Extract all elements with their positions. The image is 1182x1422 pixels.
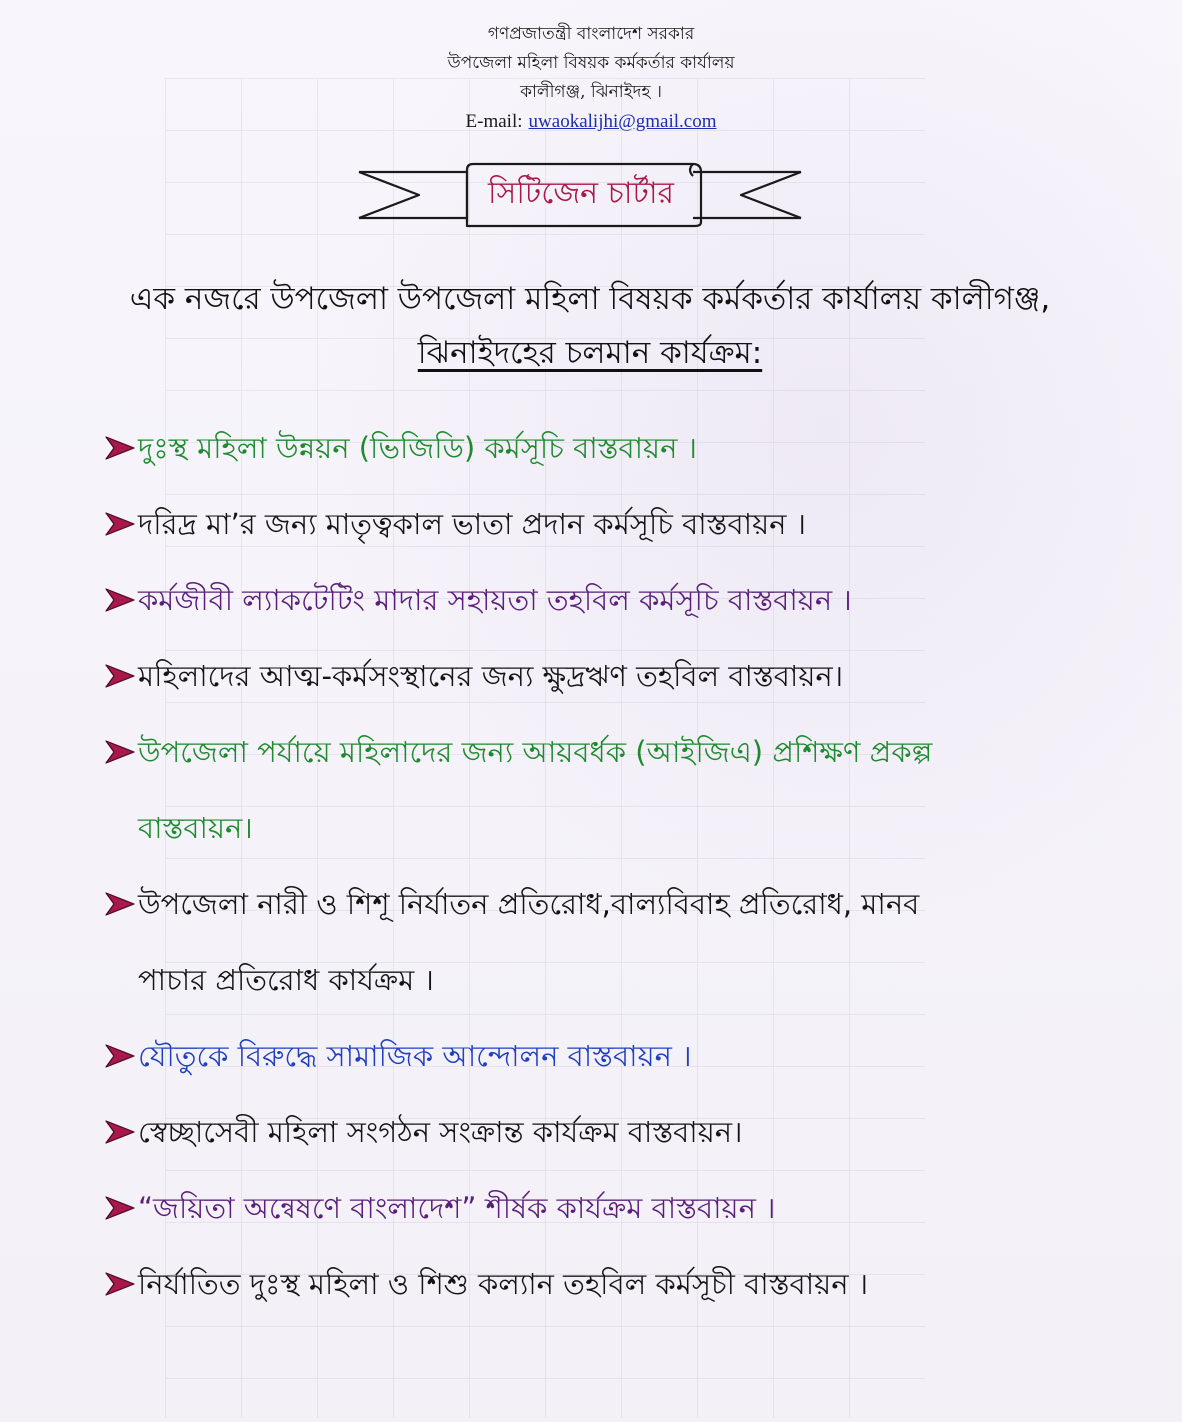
header-email-row xyxy=(0,107,1182,136)
header-location: কালীগঞ্জ, ঝিনাইদহ । xyxy=(520,82,662,102)
list-item xyxy=(104,1246,1144,1322)
arrow-bullet-icon xyxy=(104,511,136,537)
program-list xyxy=(104,410,1144,1322)
arrow-bullet-icon xyxy=(104,1043,136,1069)
program-text: কর্মজীবী ল্যাকটেটিং মাদার সহায়তা তহবিল কর্মসূচি বাস্তবায়ন । xyxy=(138,583,852,617)
citizen-charter-banner xyxy=(355,160,805,230)
list-item xyxy=(104,638,1144,714)
program-text: দুঃস্থ মহিলা উন্নয়ন (ভিজিডি) কর্মসূচি বাস্তবায়ন । xyxy=(138,431,698,465)
email-label: E-mail: xyxy=(465,111,523,132)
list-item xyxy=(104,714,1144,866)
arrow-bullet-icon xyxy=(104,1271,136,1297)
list-item xyxy=(104,1170,1144,1246)
arrow-bullet-icon xyxy=(104,891,136,917)
list-item xyxy=(104,562,1144,638)
header-government: গণপ্রজাতন্ত্রী বাংলাদেশ সরকার xyxy=(487,24,695,44)
banner-title: সিটিজেন চার্টার xyxy=(487,176,675,211)
arrow-bullet-icon xyxy=(104,1195,136,1221)
header-office: উপজেলা মহিলা বিষয়ক কর্মকর্তার কার্যালয় xyxy=(447,53,735,73)
arrow-bullet-icon xyxy=(104,435,136,461)
program-text-continued: বাস্তবায়ন। xyxy=(138,811,253,845)
program-text: মহিলাদের আত্ম-কর্মসংস্থানের জন্য ক্ষুদ্রঋণ তহবিল বাস্তবায়ন। xyxy=(138,659,844,693)
arrow-bullet-icon xyxy=(104,739,136,765)
intro-line-1: এক নজরে উপজেলা উপজেলা মহিলা বিষয়ক কর্মকর্তার কার্যালয় কালীগঞ্জ, xyxy=(129,281,1051,317)
email-link[interactable]: uwaokalijhi@gmail.com xyxy=(528,111,717,132)
list-item xyxy=(104,486,1144,562)
intro-heading xyxy=(40,272,1140,380)
letterhead xyxy=(0,20,1182,136)
list-item xyxy=(104,1018,1144,1094)
list-item xyxy=(104,866,1144,1018)
program-text: যৌতুকে বিরুদ্ধে সামাজিক আন্দোলন বাস্তবায়ন । xyxy=(138,1039,692,1073)
list-item xyxy=(104,1094,1144,1170)
arrow-bullet-icon xyxy=(104,587,136,613)
program-text-continued: পাচার প্রতিরোধ কার্যক্রম । xyxy=(138,963,434,997)
program-text: উপজেলা পর্যায়ে মহিলাদের জন্য আয়বর্ধক (আইজিএ) প্রশিক্ষণ প্রকল্প xyxy=(138,735,933,769)
program-text: নির্যাতিত দুঃস্থ মহিলা ও শিশু কল্যান তহবিল কর্মসূচী বাস্তবায়ন । xyxy=(138,1267,869,1301)
program-text: “জয়িতা অন্বেষণে বাংলাদেশ” শীর্ষক কার্যক্রম বাস্তবায়ন । xyxy=(138,1191,776,1225)
arrow-bullet-icon xyxy=(104,1119,136,1145)
program-text: দরিদ্র মা’র জন্য মাতৃত্বকাল ভাতা প্রদান কর্মসূচি বাস্তবায়ন । xyxy=(138,507,807,541)
arrow-bullet-icon xyxy=(104,663,136,689)
list-item xyxy=(104,410,1144,486)
intro-line-2: ঝিনাইদহের চলমান কার্যক্রম: xyxy=(417,335,763,371)
program-text: উপজেলা নারী ও শিশূ নির্যাতন প্রতিরোধ,বাল্যবিবাহ প্রতিরোধ, মানব xyxy=(138,887,920,921)
program-text: স্বেচ্ছাসেবী মহিলা সংগঠন সংক্রান্ত কার্যক্রম বাস্তবায়ন। xyxy=(138,1115,743,1149)
